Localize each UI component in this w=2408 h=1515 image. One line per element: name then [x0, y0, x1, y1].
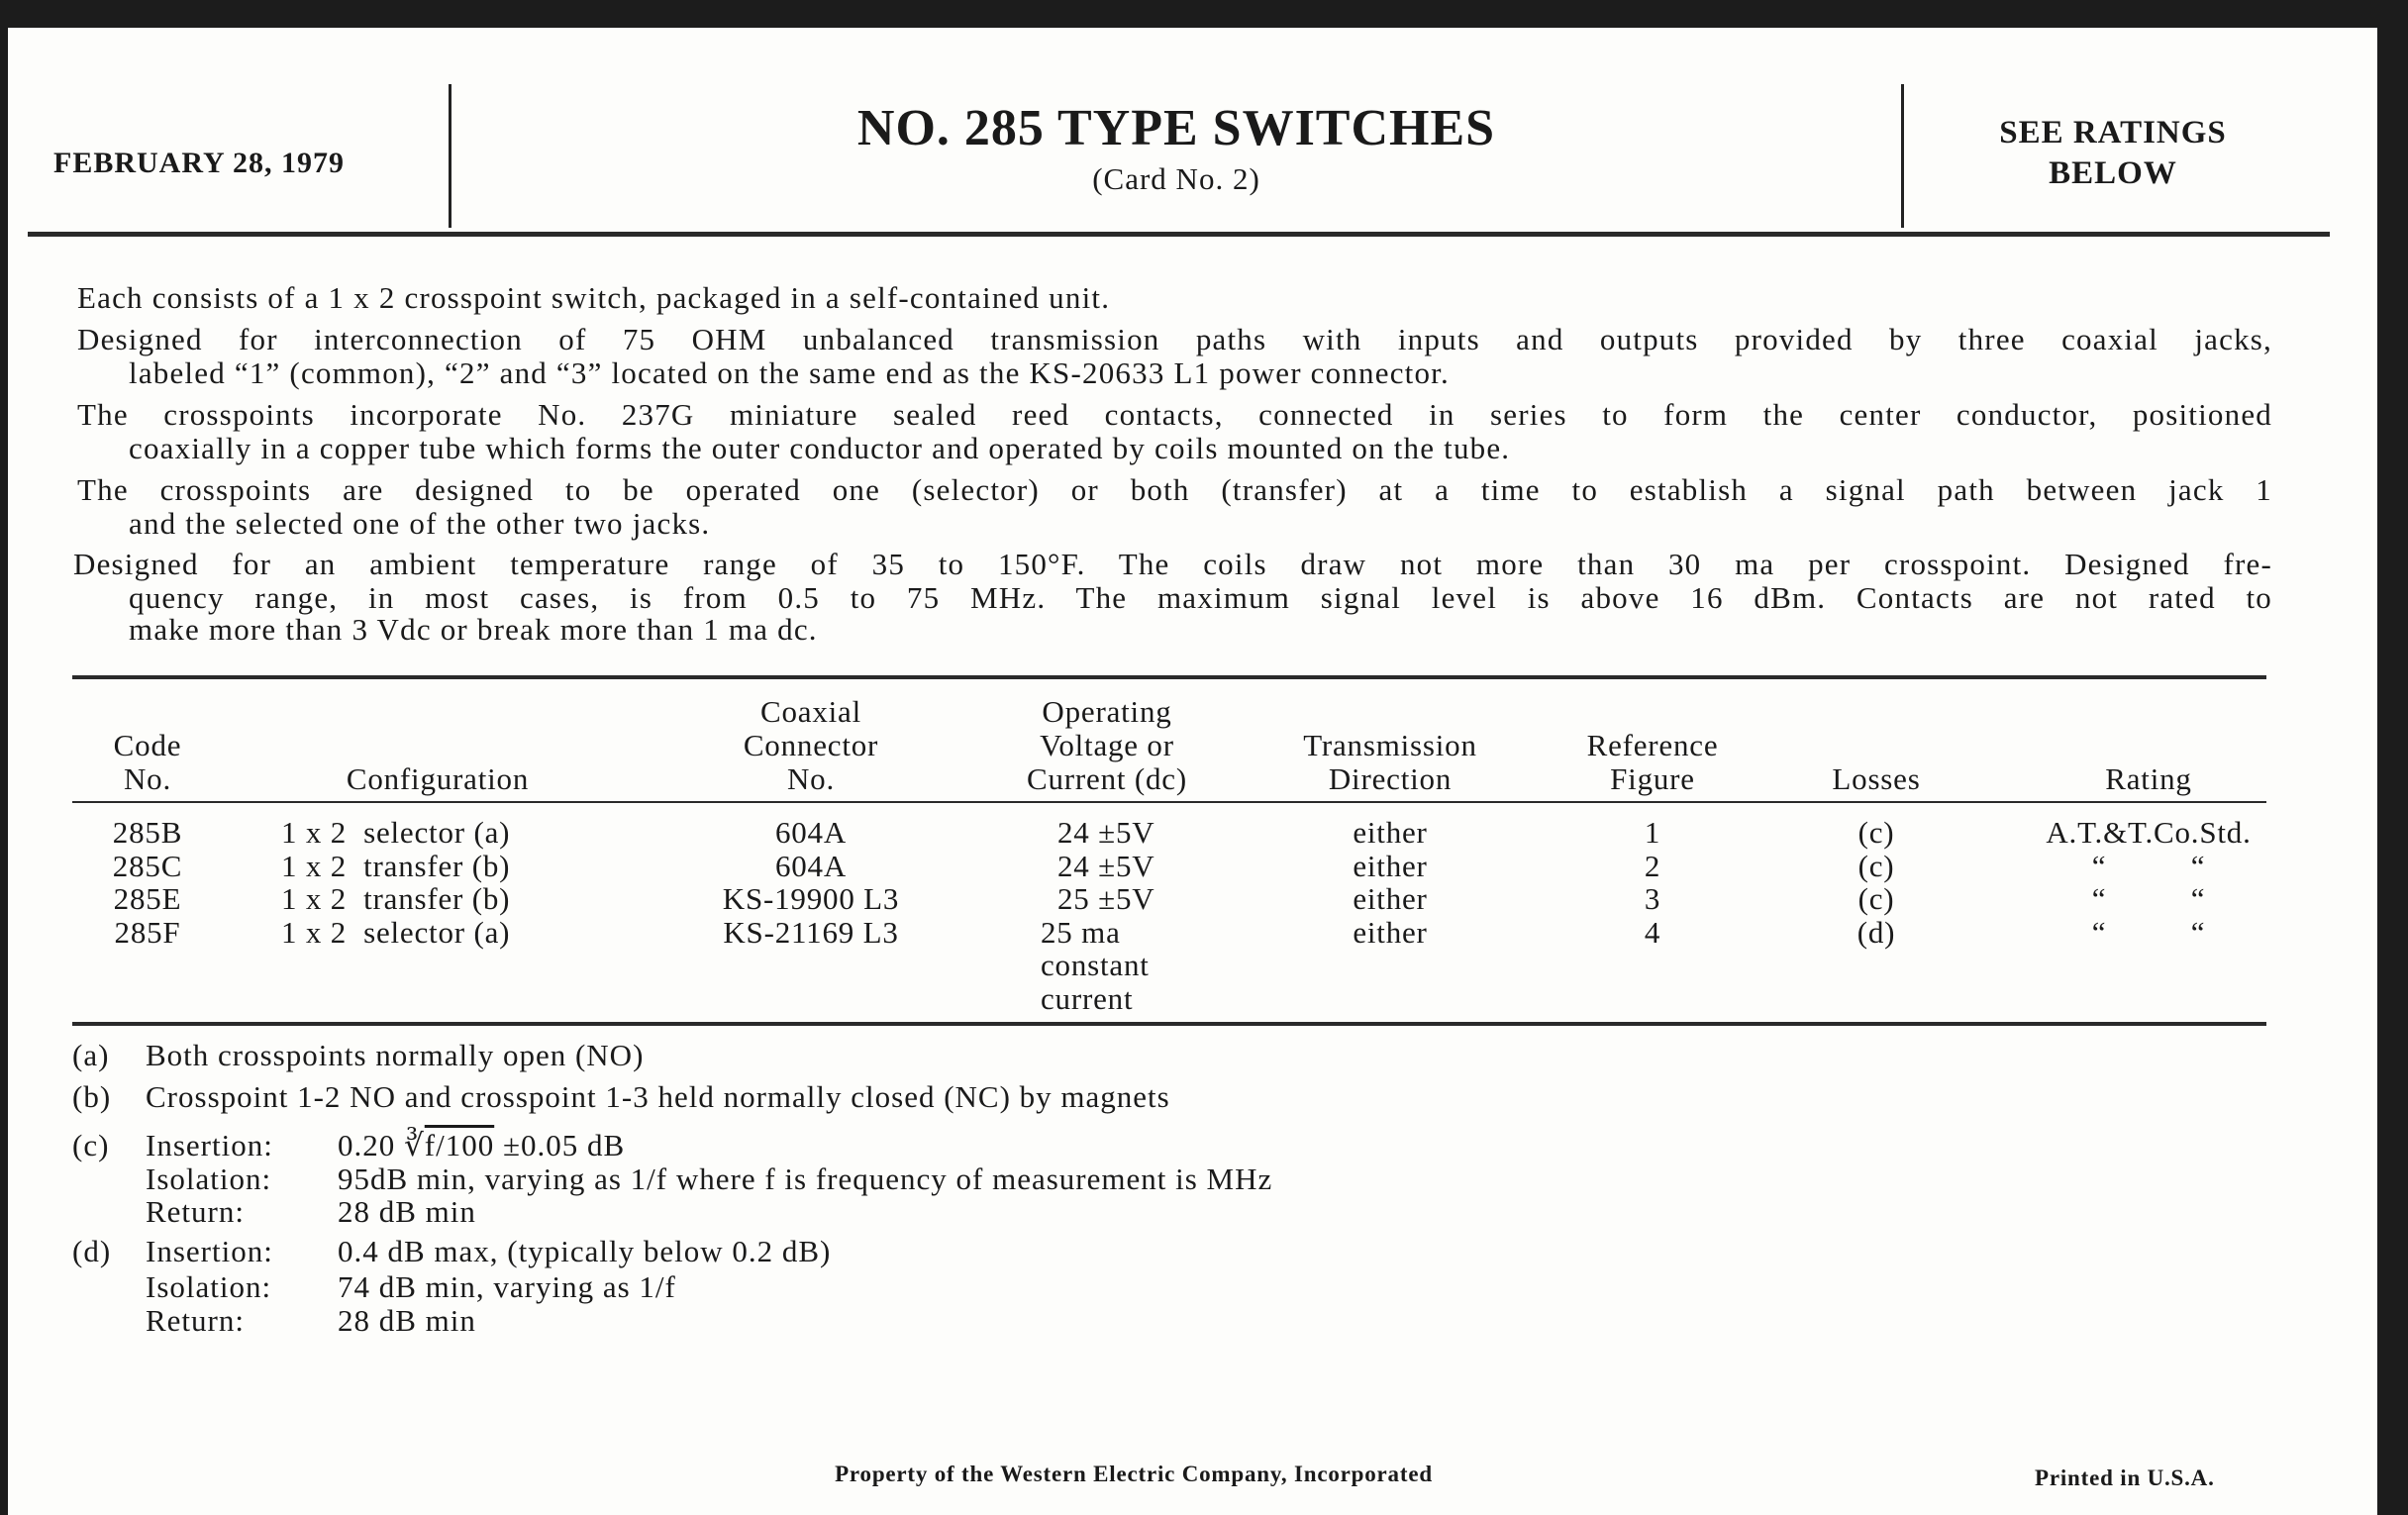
isolation-value: 74 dB min, varying as 1/f	[338, 1269, 676, 1304]
column-header-connector	[744, 695, 878, 796]
cell-configuration: 1 x 2 selector (a)	[281, 914, 511, 950]
cell-rating: A.T.&T.Co.Std.	[2046, 815, 2252, 850]
table-top-rule	[72, 675, 2266, 679]
insertion-value: 0.4 dB max, (typically below 0.2 dB)	[338, 1234, 832, 1268]
isolation-label: Isolation:	[146, 1162, 272, 1196]
cell-losses: (c)	[1857, 815, 1895, 850]
paragraph-line: The crosspoints incorporate No. 237G miniature sealed reed contacts, connected in series to form the center conductor, positioned	[77, 397, 2272, 432]
paragraph-line: Each consists of a 1 x 2 crosspoint switch, packaged in a self-contained unit.	[77, 280, 1111, 315]
column-header-direction	[1303, 729, 1477, 796]
header-line: Coaxial	[759, 694, 862, 729]
ratings-note-line: SEE RATINGS	[1999, 115, 2227, 151]
cell-figure: 2	[1644, 848, 1661, 883]
insertion-label: Insertion:	[146, 1234, 273, 1268]
cell-operating: 25 ma	[1041, 914, 1121, 950]
table-bottom-rule	[72, 1022, 2266, 1026]
cell-direction: either	[1353, 914, 1428, 950]
footnote-d-label: (d)	[72, 1234, 112, 1268]
printed-notice: Printed in U.S.A.	[2035, 1465, 2215, 1490]
cell-code: 285C	[112, 848, 183, 883]
header-line: No.	[123, 761, 172, 796]
formula-prefix: 0.20 ∛	[338, 1128, 425, 1162]
header-line: Transmission	[1303, 728, 1477, 762]
cell-connector: 604A	[774, 848, 848, 883]
cell-configuration: 1 x 2 transfer (b)	[281, 881, 511, 916]
column-header-figure	[1587, 729, 1719, 796]
header-rule	[28, 232, 2330, 237]
cell-connector: 604A	[774, 815, 848, 850]
cell-configuration: 1 x 2 selector (a)	[281, 815, 511, 850]
cell-configuration: 1 x 2 transfer (b)	[281, 848, 511, 883]
cell-connector: KS-19900 L3	[722, 881, 900, 916]
ratings-note	[1999, 113, 2227, 194]
header-line: Reference	[1586, 728, 1719, 762]
paragraph-line: The crosspoints are designed to be operated one (selector) or both (transfer) at a time to establish a signal path between jack 1	[77, 472, 2272, 507]
header-line: Current (dc)	[1027, 761, 1187, 796]
cell-figure: 1	[1644, 815, 1661, 850]
cell-code: 285E	[113, 881, 182, 916]
paragraph-line: Designed for an ambient temperature range of 35 to 150°F. The coils draw not more than 30 ma per crosspoint. Designed fre-	[73, 547, 2272, 581]
isolation-label: Isolation:	[146, 1269, 272, 1304]
header-line: Voltage or	[1040, 728, 1174, 762]
column-header-configuration	[347, 762, 529, 796]
isolation-value: 95dB min, varying as 1/f where f is frequency of measurement is MHz	[338, 1162, 1273, 1196]
header-divider-right	[1901, 84, 1904, 228]
paragraph-line: make more than 3 Vdc or break more than 1 ma dc.	[129, 612, 818, 647]
page-title: NO. 285 TYPE SWITCHES	[856, 100, 1496, 156]
header-line: No.	[786, 761, 836, 796]
cell-code: 285B	[112, 815, 183, 850]
cell-direction: either	[1353, 881, 1428, 916]
cell-losses: (d)	[1856, 914, 1896, 950]
cell-connector: KS-21169 L3	[723, 914, 899, 950]
column-header-code	[114, 729, 182, 796]
header-line: Connector	[743, 728, 879, 762]
paragraph-line: coaxially in a copper tube which forms the outer conductor and operated by coils mounted on the tube.	[129, 431, 1511, 465]
insertion-value	[338, 1128, 625, 1163]
paragraph-line: labeled “1” (common), “2” and “3” located on the same end as the KS-20633 L1 power connector.	[129, 355, 1450, 390]
header-line: Operating	[1042, 694, 1172, 729]
header-line: Losses	[1832, 761, 1921, 796]
cell-code: 285F	[114, 914, 181, 950]
column-header-losses	[1832, 762, 1920, 796]
column-header-rating	[2105, 762, 2191, 796]
header-line: Figure	[1610, 761, 1695, 796]
cell-operating: current	[1041, 980, 1134, 1016]
property-notice: Property of the Western Electric Company, Incorporated	[835, 1462, 1433, 1486]
formula-radicand: f/100	[424, 1128, 495, 1162]
header-divider-left	[449, 84, 452, 228]
ratings-note-line: BELOW	[2049, 155, 2177, 191]
cell-direction: either	[1353, 815, 1428, 850]
cell-rating: “ “	[2091, 848, 2206, 883]
insertion-label: Insertion:	[146, 1128, 273, 1162]
return-value: 28 dB min	[338, 1194, 476, 1229]
return-value: 28 dB min	[338, 1303, 476, 1338]
cell-operating: constant	[1041, 948, 1150, 982]
cell-operating: 24 ±5V	[1057, 815, 1155, 850]
return-label: Return:	[146, 1303, 245, 1338]
footnote-c-label: (c)	[72, 1128, 110, 1162]
card-date: FEBRUARY 28, 1979	[53, 147, 346, 179]
header-line: Rating	[2105, 761, 2192, 796]
cell-figure: 3	[1644, 881, 1661, 916]
footnote-a-text: Both crosspoints normally open (NO)	[146, 1038, 645, 1072]
cell-figure: 4	[1644, 914, 1661, 950]
header-line: Code	[113, 728, 182, 762]
cell-losses: (c)	[1857, 848, 1895, 883]
return-label: Return:	[146, 1194, 245, 1229]
paragraph-line: quency range, in most cases, is from 0.5 to 75 MHz. The maximum signal level is above 16 dBm. Contacts are not rated to	[129, 580, 2272, 615]
table-header-rule	[72, 801, 2266, 803]
cell-rating: “ “	[2091, 881, 2206, 916]
header-line: Configuration	[346, 761, 530, 796]
formula-suffix: ±0.05 dB	[494, 1128, 626, 1162]
column-header-operating	[1027, 695, 1187, 796]
cell-direction: either	[1353, 848, 1428, 883]
footnote-b-label: (b)	[72, 1079, 112, 1114]
cell-rating: “ “	[2091, 914, 2206, 950]
cell-losses: (c)	[1857, 881, 1895, 916]
paragraph-line: and the selected one of the other two jacks.	[129, 506, 711, 541]
header-line: Direction	[1328, 761, 1453, 796]
cell-operating: 24 ±5V	[1057, 848, 1155, 883]
cell-operating: 25 ±5V	[1057, 881, 1155, 916]
paragraph-line: Designed for interconnection of 75 OHM unbalanced transmission paths with inputs and outputs provided by three coaxial jacks,	[77, 322, 2272, 356]
card-number: (Card No. 2)	[1092, 161, 1260, 196]
footnote-b-text: Crosspoint 1-2 NO and crosspoint 1-3 held normally closed (NC) by magnets	[146, 1079, 1170, 1114]
footnote-a-label: (a)	[72, 1038, 110, 1072]
specification-card	[8, 28, 2377, 1515]
